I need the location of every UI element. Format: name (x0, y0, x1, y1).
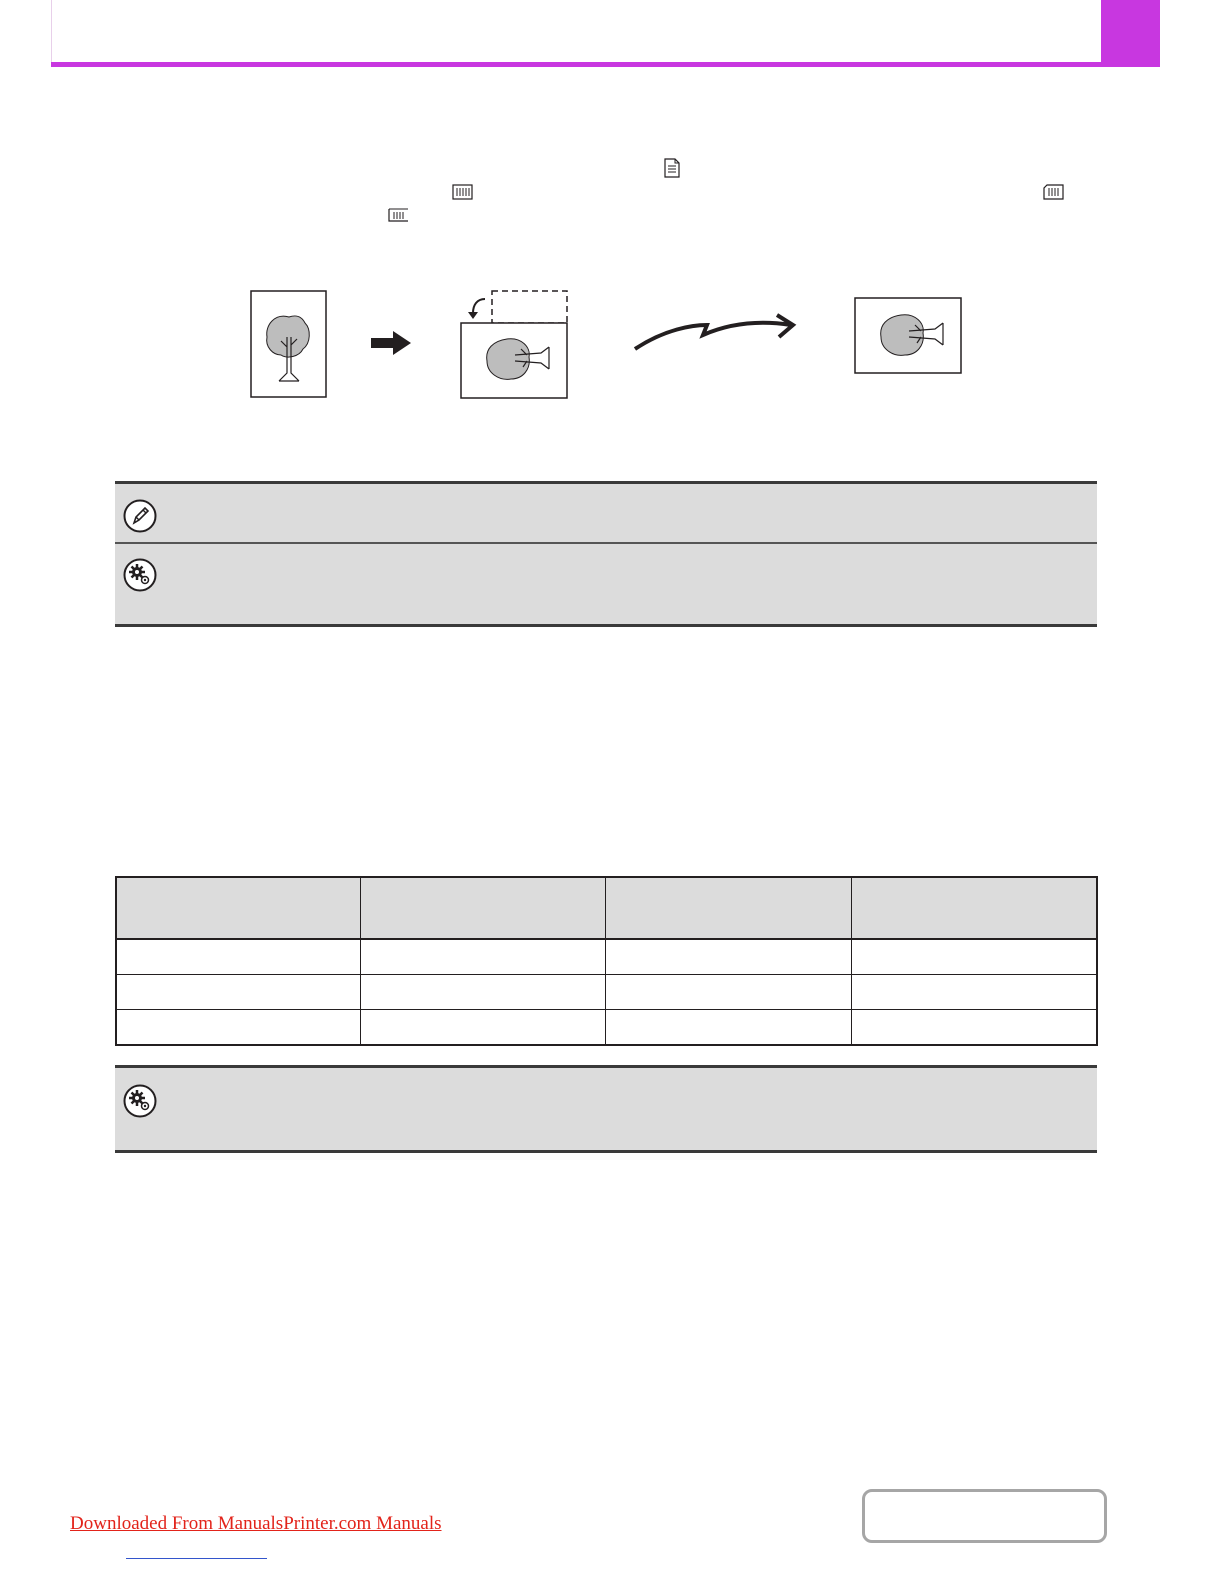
table-cell (851, 975, 1097, 1010)
original-landscape-icon-alt (1043, 184, 1064, 200)
table-cell (851, 939, 1097, 975)
table-header-cell (606, 877, 851, 939)
note-box (115, 481, 1097, 627)
table-header-cell (116, 877, 361, 939)
table-cell (361, 939, 606, 975)
table-header-cell (851, 877, 1097, 939)
table-cell (606, 1010, 851, 1046)
portrait-original-figure (251, 291, 326, 397)
table-cell (116, 939, 361, 975)
arrow-icon (371, 331, 411, 355)
system-settings-icon (123, 1084, 157, 1118)
table-cell (606, 939, 851, 975)
download-link[interactable]: Downloaded From ManualsPrinter.com Manuals (70, 1513, 442, 1534)
table-row (116, 1010, 1097, 1046)
contents-button[interactable] (862, 1489, 1107, 1543)
original-portrait-icon (664, 158, 680, 178)
rotation-illustration (245, 285, 970, 405)
table-cell (851, 1010, 1097, 1046)
table-header-cell (361, 877, 606, 939)
footer-link-underline (126, 1558, 267, 1559)
original-landscape-icon (452, 184, 473, 200)
section-tab[interactable] (1101, 0, 1160, 67)
table-cell (116, 975, 361, 1010)
table-cell (116, 1010, 361, 1046)
settings-note-box (115, 1065, 1097, 1153)
pencil-icon (123, 499, 157, 533)
original-small-landscape-icon (388, 208, 409, 224)
table-row (116, 975, 1097, 1010)
system-settings-icon (123, 558, 157, 592)
table-cell (361, 1010, 606, 1046)
curved-arrow-icon (635, 315, 793, 349)
data-table (115, 876, 1098, 1046)
rotated-image-figure (461, 291, 567, 398)
header-edge (51, 0, 52, 62)
output-figure (855, 298, 961, 373)
table-header-row (116, 877, 1097, 939)
table-cell (606, 975, 851, 1010)
table-cell (361, 975, 606, 1010)
header-rule (51, 62, 1160, 67)
table-row (116, 939, 1097, 975)
